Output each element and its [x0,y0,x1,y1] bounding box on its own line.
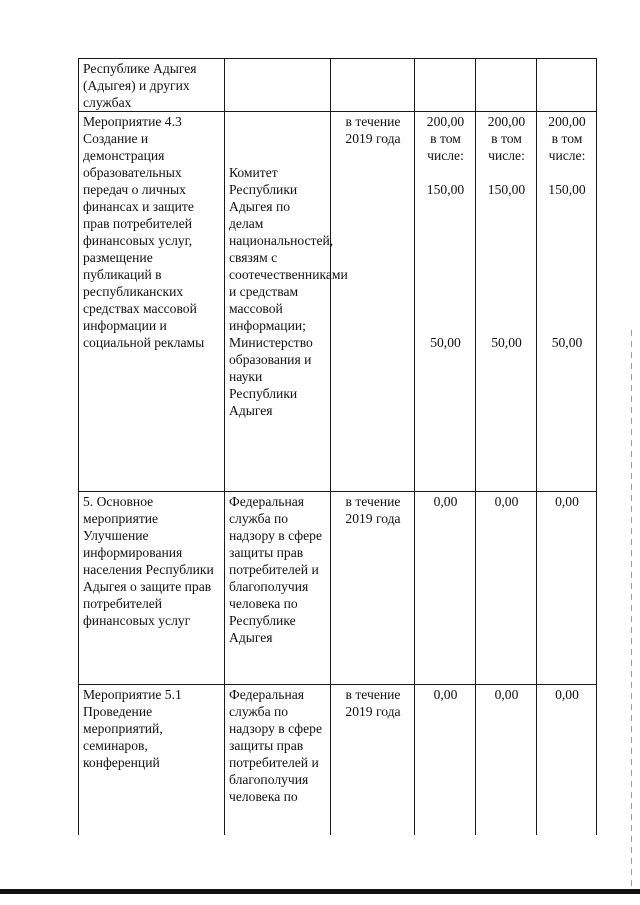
measure-name: Мероприятие 5.1 Проведение мероприятий, семинаров, конференций [83,687,182,770]
executor-name: Комитет Республики Адыгея по делам национальностей, связям с соотечественниками и средствам массовой информации; Министерство образования и науки Республики Адыгея [229,165,348,418]
period-text: в течение 2019 года [345,687,401,719]
amount-value: 0,00 [555,494,579,509]
measure-name-cell [79,112,225,492]
measure-name-cell [79,685,225,835]
amount-total: 200,00 [487,114,526,129]
executor-cell [225,685,331,835]
period-cell [331,492,415,685]
amount-cell [537,685,597,835]
amount-part: 50,00 [491,335,522,350]
amount-cell [537,492,597,685]
amount-total: 200,00 [548,114,586,129]
amount-cell [476,492,537,685]
amount-part: 150,00 [426,182,465,197]
table-row [79,685,597,835]
including-label: в том числе: [427,131,464,163]
amount-part: 50,00 [551,335,583,350]
amount-value: 0,00 [555,687,579,702]
amount-cell [476,685,537,835]
amount-cell [415,685,476,835]
executor-name: Федеральная служба по надзору в сфере защиты прав потребителей и благополучия человека по Республике Адыгея [229,494,322,645]
amount-cell [476,112,537,492]
table-row [79,492,597,685]
executor-cell [225,59,331,112]
amount-value: 0,00 [494,687,519,702]
including-label: в том числе: [548,131,586,163]
table-row [79,112,597,492]
executor-cell [225,492,331,685]
scan-edge-mark [631,330,632,890]
period-cell [331,59,415,112]
table-row [79,59,597,112]
amount-part: 150,00 [548,182,586,197]
amount-cell [476,59,537,112]
measure-name: Республике Адыгея (Адыгея) и других службах [83,61,197,110]
period-cell [331,685,415,835]
amount-cell [415,112,476,492]
amount-total: 200,00 [426,114,465,129]
budget-table [78,58,597,835]
executor-cell [225,112,348,492]
amount-cell [415,492,476,685]
measure-name-cell [79,59,225,112]
amount-value: 0,00 [433,494,458,509]
amount-cell [537,59,597,112]
period-text: в течение 2019 года [345,114,401,146]
measure-name: 5. Основное мероприятие Улучшение информирования населения Республики Адыгея о защите прав потребителей финансовых услуг [83,494,214,628]
amount-part: 50,00 [430,335,461,350]
amount-part: 150,00 [487,182,526,197]
including-label: в том числе: [488,131,525,163]
period-cell [331,112,415,492]
scan-bottom-edge [0,889,640,894]
period-text: в течение 2019 года [345,494,401,526]
amount-value: 0,00 [433,687,458,702]
measure-name: Мероприятие 4.3 Создание и демонстрация образовательных передач о личных финансах и защите прав потребителей финансовых услуг, размещение публикаций в республиканских средствах массовой информации и социальной рекламы [83,114,205,350]
measure-name-cell [79,492,225,685]
amount-cell [415,59,476,112]
amount-value: 0,00 [494,494,519,509]
executor-name: Федеральная служба по надзору в сфере защиты прав потребителей и благополучия человека по [229,687,322,804]
amount-cell [537,112,597,492]
